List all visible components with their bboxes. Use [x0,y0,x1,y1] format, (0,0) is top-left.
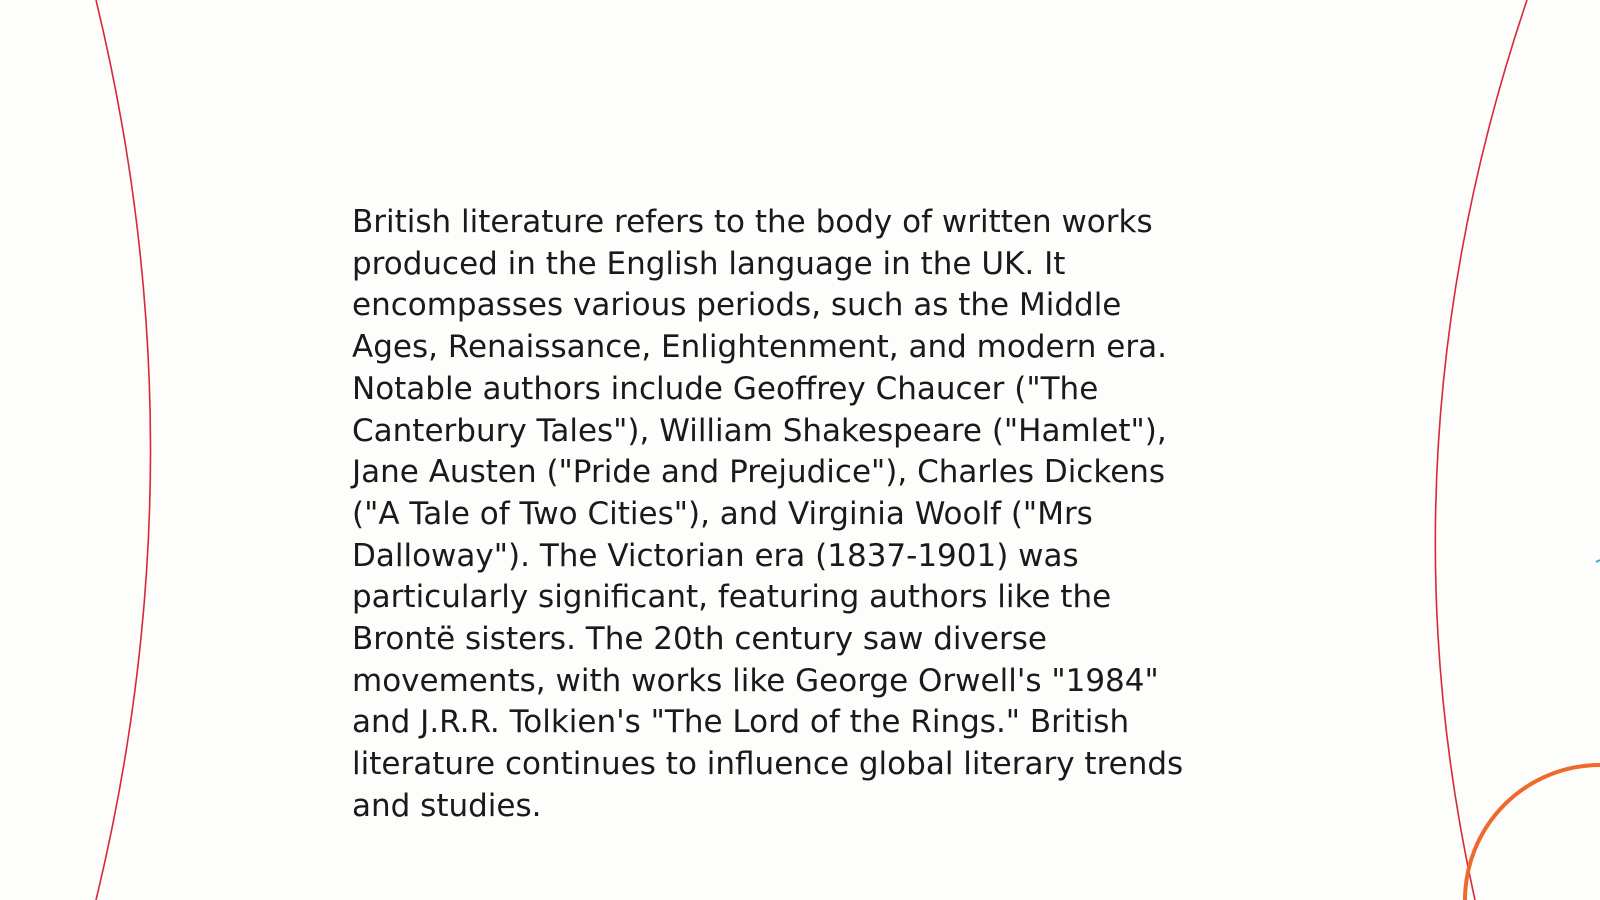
left-curve-line [96,0,151,900]
right-curve-line [1435,0,1527,900]
orange-circle-outline [1465,765,1600,900]
teal-accent-mark [1596,560,1600,562]
slide-body-text: British literature refers to the body of written works produced in the English language in the UK. It encompasses various periods, such as the Middle Ages, Renaissance, Enlightenment, and modern era. Notable authors include Geoffrey Chaucer ("The Canterbury Tales"), William Shakespeare ("Hamlet"), Jane Austen ("Pride and Prejudice"), Charles Dickens ("A Tale of Two Cities"), and Virginia Woolf ("Mrs Dalloway"). The Victorian era (1837-1901) was particularly significant, featuring authors like the Brontë sisters. The 20th century saw diverse movements, with works like George Orwell's "1984" and J.R.R. Tolkien's "The Lord of the Rings." British literature continues to influence global literary trends and studies. [352,204,1184,824]
